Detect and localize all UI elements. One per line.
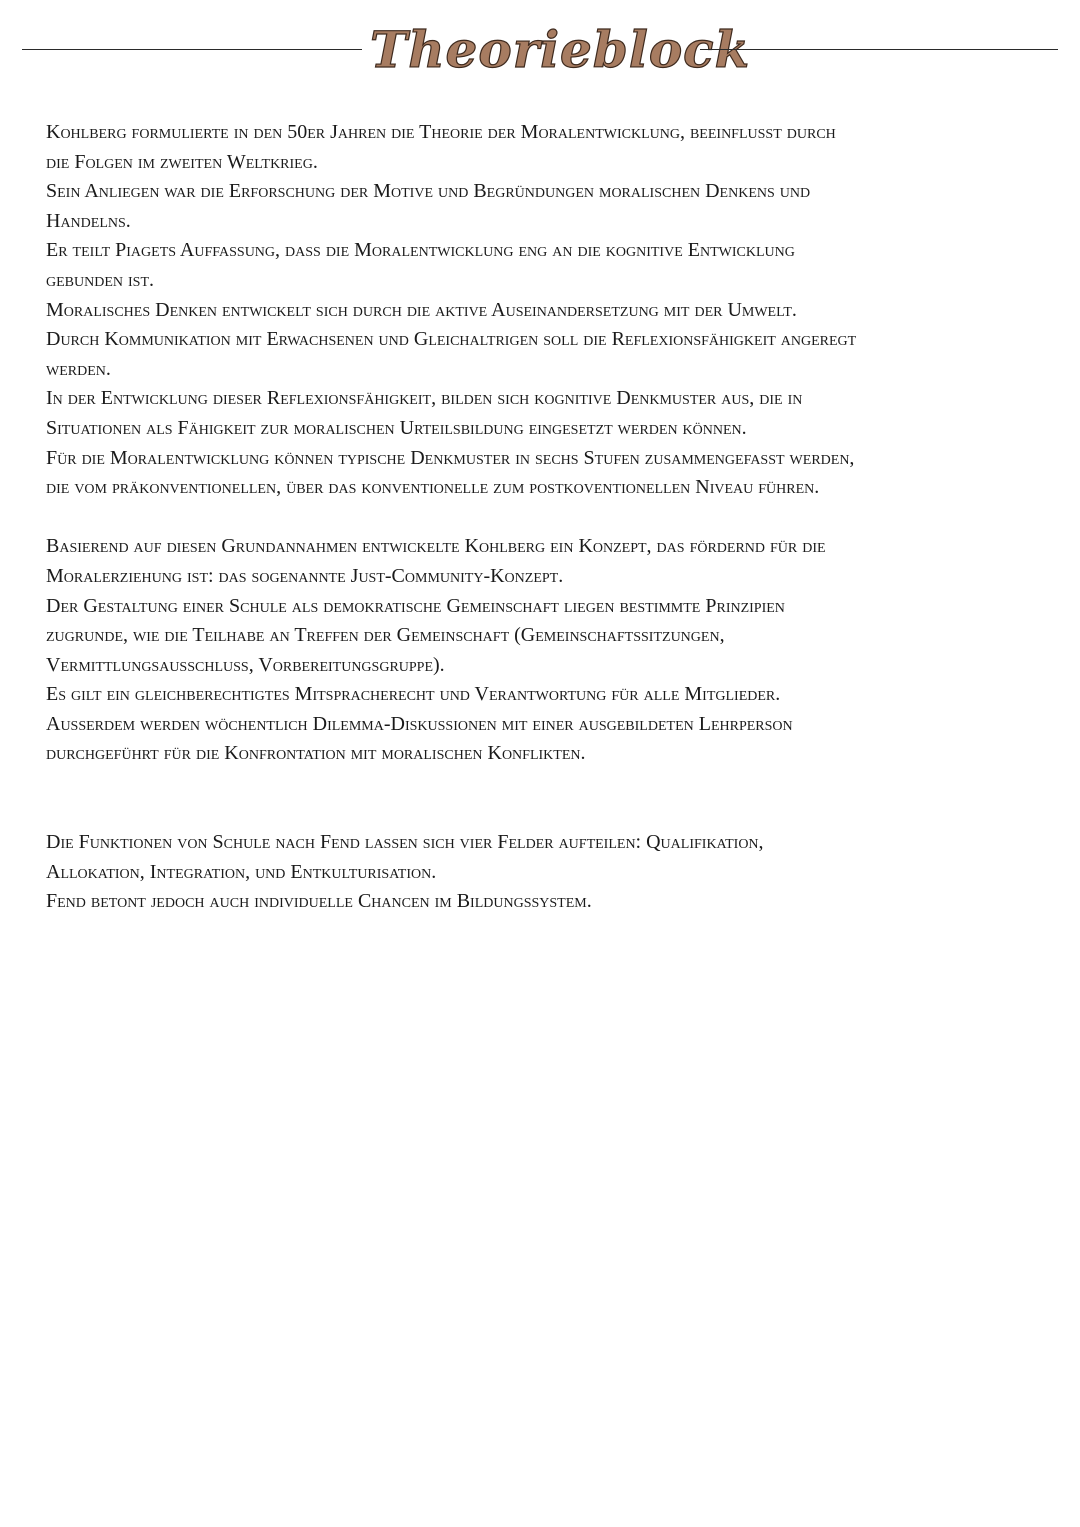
text-line: In der Entwicklung dieser Reflexionsfähigkeit, bilden sich kognitive Denkmuster aus, die in xyxy=(46,387,803,410)
paragraph-just-community xyxy=(46,532,1046,769)
document-body xyxy=(46,118,1046,917)
text-line: durchgeführt für die Konfrontation mit moralischen Konflikten. xyxy=(46,742,586,765)
text-line: Es gilt ein gleichberechtigtes Mitspracherecht und Verantwortung für alle Mitglieder. xyxy=(46,683,781,706)
text-line: Für die Moralentwicklung können typische Denkmuster in sechs Stufen zusammengefasst werden, xyxy=(46,446,855,469)
text-line: Vermittlungsausschluss, Vorbereitungsgruppe). xyxy=(46,653,445,676)
text-line: Allokation, Integration, und Entkulturisation. xyxy=(46,860,437,883)
text-line: die Folgen im zweiten Weltkrieg. xyxy=(46,150,318,173)
text-line: Moralerziehung ist: das sogenannte Just-Community-Konzept. xyxy=(46,564,564,587)
header-rule-right xyxy=(700,49,1058,50)
text-line: Kohlberg formulierte in den 50er Jahren die Theorie der Moralentwicklung, beeinflusst durch xyxy=(46,121,836,143)
text-line: Situationen als Fähigkeit zur moralischen Urteilsbildung eingesetzt werden können. xyxy=(46,416,747,439)
paragraph-fend-functions xyxy=(46,828,1046,917)
text-line: Moralisches Denken entwickelt sich durch die aktive Auseinandersetzung mit der Umwelt. xyxy=(46,298,797,321)
paragraph-spacer xyxy=(46,769,1046,828)
text-line: Durch Kommunikation mit Erwachsenen und Gleichaltrigen soll die Reflexionsfähigkeit angeregt xyxy=(46,328,857,351)
text-line: Die Funktionen von Schule nach Fend lassen sich vier Felder aufteilen: Qualifikation, xyxy=(46,831,764,854)
text-line: gebunden ist. xyxy=(46,268,154,291)
page-title: Theorieblock xyxy=(370,20,751,79)
text-line: zugrunde, wie die Teilhabe an Treffen der Gemeinschaft (Gemeinschaftssitzungen, xyxy=(46,624,725,647)
paragraph-spacer xyxy=(46,503,1046,533)
text-line: Er teilt Piagets Auffassung, dass die Moralentwicklung eng an die kognitive Entwicklung xyxy=(46,239,795,262)
text-line: Basierend auf diesen Grundannahmen entwickelte Kohlberg ein Konzept, das fördernd für die xyxy=(46,535,826,558)
text-line: Fend betont jedoch auch individuelle Chancen im Bildungssystem. xyxy=(46,890,592,913)
text-line: Ausserdem werden wöchentlich Dilemma-Diskussionen mit einer ausgebildeten Lehrperson xyxy=(46,712,793,735)
header-rule-left xyxy=(22,49,362,50)
text-line: Handelns. xyxy=(46,209,131,232)
text-line: Der Gestaltung einer Schule als demokratische Gemeinschaft liegen bestimmte Prinzipien xyxy=(46,594,785,617)
text-line: werden. xyxy=(46,357,111,380)
paragraph-kohlberg-theory xyxy=(46,118,1046,503)
text-line: Sein Anliegen war die Erforschung der Motive und Begründungen moralischen Denkens und xyxy=(46,180,811,203)
page-header xyxy=(0,18,1080,98)
text-line: die vom präkonventionellen, über das konventionelle zum postkoventionellen Niveau führen. xyxy=(46,476,820,499)
